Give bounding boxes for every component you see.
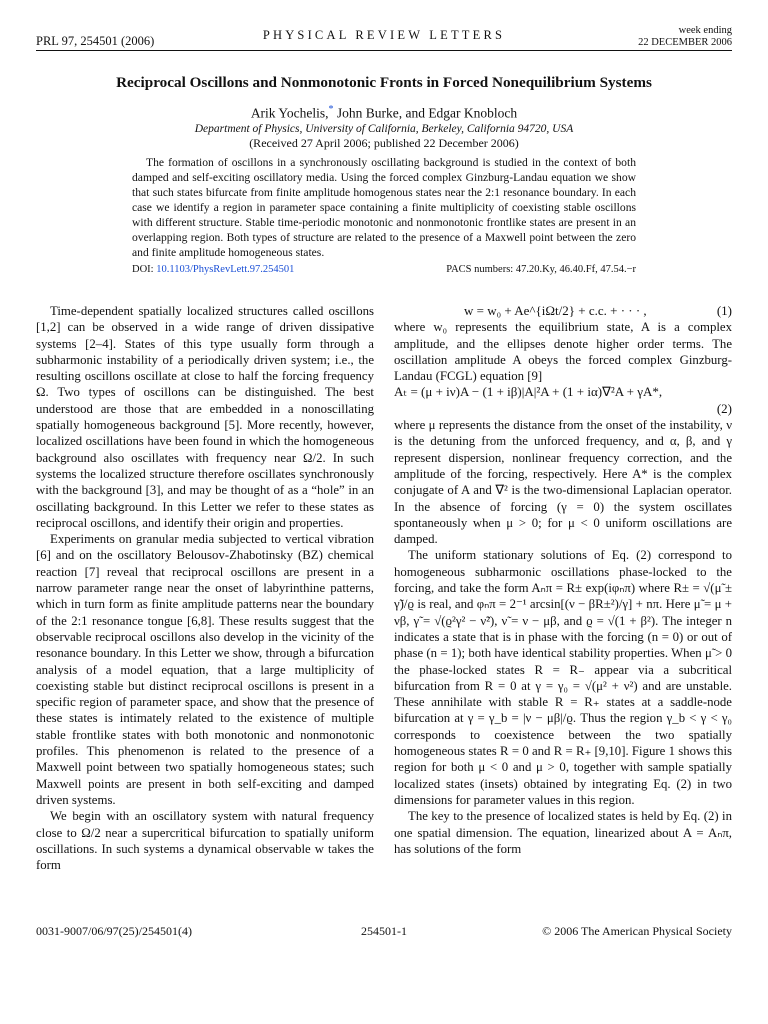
right-paragraph-3: The uniform stationary solutions of Eq. (2) correspond to homogeneous subharmonic oscillations phase-locked to the forcing, and take the form Aₙπ = R± exp(iφₙπ) where R± = √(μ̃ ± γ̃)/ϱ is real, and φₙπ = 2⁻¹ arcsin[(ν − βR±²)/γ] + nπ. Here μ̃ = μ + νβ, γ̃ = √(ϱ²γ² − ν̃²), ν̃ = ν − μβ, and ϱ = √(1 + β²). The integer n indicates a state that is in phase with the forcing (n = 0) or out of phase (n = 1); both have identical stability properties. When μ̃ > 0 the phase-locked states R = R₋ appear via a subcritical bifurcation from R = 0 at γ = γ₀ = √(μ² + ν²) and are unstable. These annihilate with stable R = R₊ states at a saddle-node bifurcation at γ = γ_b = |ν − μβ|/ϱ. Thus the region γ_b < γ < γ₀ corresponds to coexistence between the two spatially homogeneous states R = 0 and R = R₊ [9,10]. Figure 1 shows this region for both μ < 0 and μ > 0, together with sample spatially localized states (insets) obtained by integrating Eq. (2) in two dimensions for parameter values in this region. <box>394 548 732 807</box>
left-paragraph-3: We begin with an oscillatory system with natural frequency close to Ω/2 near a supercritical bifurcation to spatially uniform oscillations. In such systems a dynamical observable w takes the form <box>36 809 374 873</box>
right-paragraph-4: The key to the presence of localized states is held by Eq. (2) in one spatial dimension. The equation, linearized about A = Aₙπ, has solutions of the form <box>394 809 732 856</box>
paper-title: Reciprocal Oscillons and Nonmonotonic Fronts in Forced Nonequilibrium Systems <box>116 74 652 91</box>
week-label: week ending <box>678 25 732 36</box>
affiliation: Department of Physics, University of California, Berkeley, California 94720, USA <box>194 123 574 135</box>
issue-date <box>638 25 732 49</box>
left-column <box>36 303 374 873</box>
equation-1-body: w = w₀ + Ae^{iΩt/2} + c.c. + · · · , <box>464 303 647 318</box>
equation-2-body: Aₜ = (μ + iν)A − (1 + iβ)|A|²A + (1 + iα)∇²A + γA*, <box>394 384 663 400</box>
journal-reference: PRL 97, 254501 (2006) <box>36 34 155 48</box>
header-rule <box>36 50 732 51</box>
equation-1 <box>394 303 732 319</box>
equation-2 <box>394 384 732 417</box>
footer-code: 0031-9007/06/97(25)/254501(4) <box>36 924 192 938</box>
page-number: 254501-1 <box>361 924 407 938</box>
equation-1-number: (1) <box>716 303 732 318</box>
abstract: The formation of oscillons in a synchronously oscillating background is studied in the context of both damped and self-exciting oscillatory media. Using the forced complex Ginzburg-Landau equation we show that such states bifurcate from finite amplitude homogenous states near the 2:1 resonance boundary. In each case we identify a region in parameter space containing a finite multiplicity of coexisting stable oscillons with different structure. Stable time-periodic monotonic and nonmonotonic frontlike states are present in an overlapping region. Both types of structure are related to the presence of a Maxwell point between the zero and finite amplitude homogeneous states. <box>132 156 636 259</box>
doi-label: DOI: <box>132 264 154 275</box>
received-published-dates: (Received 27 April 2006; published 22 December 2006) <box>249 136 519 150</box>
week-date: 22 DECEMBER 2006 <box>638 37 732 48</box>
doi-link[interactable]: 10.1103/PhysRevLett.97.254501 <box>156 264 295 275</box>
author-first: Arik Yochelis, <box>250 105 329 121</box>
copyright: © 2006 The American Physical Society <box>542 924 732 938</box>
left-paragraph-2: Experiments on granular media subjected to vertical vibration [6] and on the oscillatory Belousov-Zhabotinsky (BZ) chemical reaction [7] reveal that reciprocal oscillons are present in a narrow parameter range near the onset of labyrinthine patterns, which in turn form as finite amplitude patterns near the boundary of the 2:1 resonance tongue [6,8]. These results suggest that the observable reciprocal oscillons also develop in the vicinity of the resonance boundary. In this Letter we show, through a bifurcation analysis of a model equation, that a large multiplicity of coexisting stable but distinct reciprocal oscillons is present in a specific region of parameter space, and show that the presence of these states is intimately related to the existence of multiple stable frontlike states with both monotonic and nonmonotonic profiles. This phenomenon is related to the presence of a Maxwell point between two spatially homogeneous states; such Maxwell points are present in both self-exciting and damped driven systems. <box>36 532 374 807</box>
author-list <box>0 104 768 122</box>
author-footnote-link[interactable]: * <box>328 104 334 115</box>
right-paragraph-1: where w₀ represents the equilibrium state, A is a complex amplitude, and the ellipses denote higher order terms. The oscillation amplitude A obeys the forced complex Ginzburg-Landau (FCGL) equation [9] <box>394 320 732 384</box>
journal-name: PHYSICAL REVIEW LETTERS <box>262 28 506 42</box>
equation-2-number: (2) <box>716 400 732 416</box>
doi-line <box>132 264 294 275</box>
left-paragraph-1: Time-dependent spatially localized structures called oscillons [1,2] can be observed in a wide range of driven dissipative systems [2–4]. States of this type usually form through a subharmonic instability of a periodically driven system; i.e., the resulting oscillons oscillate at close to half the forcing frequency Ω. Two types of oscillons can be distinguished. The best understood are those that are embedded in a nonoscillating spatially homogeneous background [5]. More recently, however, localized oscillations have been found in which the homogeneous background also oscillates with frequency near Ω/2. In such systems the localized structure therefore oscillates synchronously with the background [3], and may be thought of as a “hole” in an oscillating background. In this Letter we refer to these states as reciprocal oscillons, and identify their origin and properties. <box>36 304 374 530</box>
author-rest: John Burke, and Edgar Knobloch <box>333 105 518 121</box>
right-paragraph-2: where μ represents the distance from the onset of the instability, ν is the detuning from the unforced frequency, and α, β, and γ represent dispersion, nonlinear frequency correction, and the amplitude of the forcing, respectively. Here A* is the complex conjugate of A and ∇² is the two-dimensional Laplacian operator. In the absence of forcing (γ = 0) the system oscillates spontaneously when μ > 0; for μ < 0 uniform oscillations are damped. <box>394 418 732 547</box>
right-column <box>394 303 732 857</box>
pacs-numbers: PACS numbers: 47.20.Ky, 46.40.Ff, 47.54.−r <box>446 264 636 275</box>
